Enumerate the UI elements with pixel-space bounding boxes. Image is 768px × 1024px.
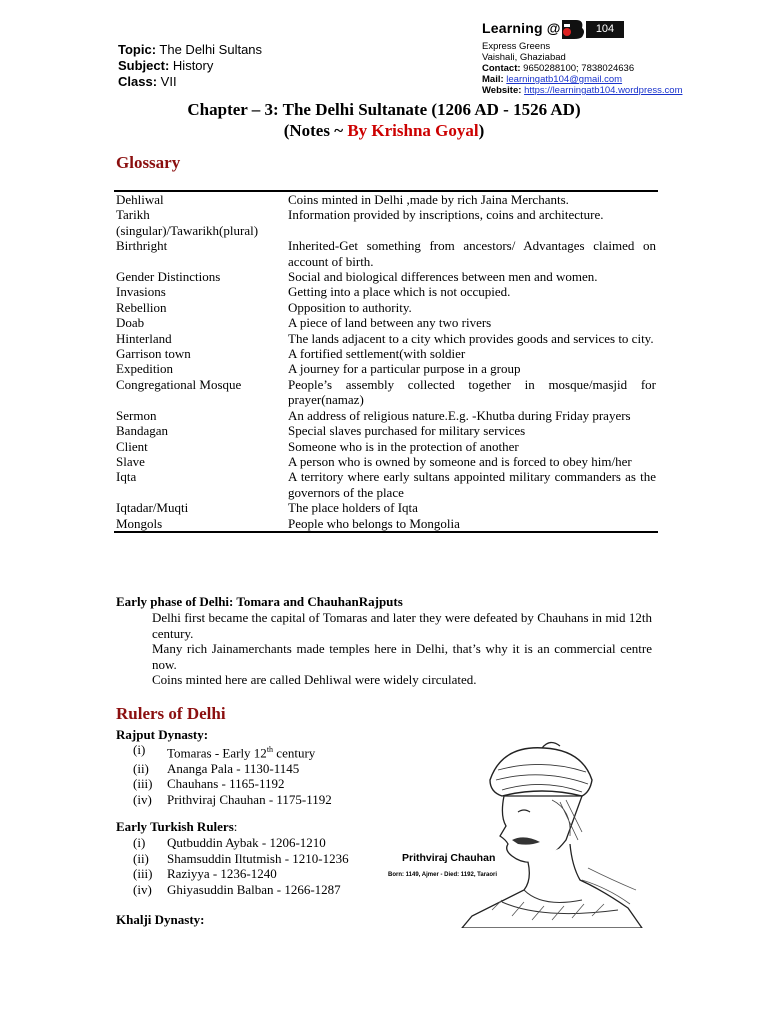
early-phase-para-1: Delhi first became the capital of Tomaras and later they were defeated by Chauhans in mid 12th century. (152, 610, 652, 641)
glossary-definition: The lands adjacent to a city which provides goods and services to city. (288, 330, 654, 346)
ruler-number: (i) (133, 835, 146, 850)
glossary-row (114, 454, 658, 469)
glossary-row (114, 439, 658, 454)
ruler-number: (iv) (133, 791, 152, 807)
prithviraj-portrait (388, 740, 652, 928)
ruler-item (133, 851, 349, 867)
glossary-definition: Inherited-Get something from ancestors/ Advantages claimed on account of birth. (288, 238, 656, 269)
glossary-term: Gender Distinctions (116, 269, 221, 285)
ruler-number: (iii) (133, 866, 153, 881)
glossary-row (114, 269, 658, 284)
glossary-term: Doab (116, 315, 145, 331)
mail-label: Mail: (482, 74, 504, 85)
document-meta (118, 42, 262, 90)
ruler-text (167, 866, 277, 882)
glossary-term: Mongols (116, 515, 163, 531)
glossary-row (114, 192, 658, 207)
ruler-number: (iv) (133, 881, 152, 897)
brand-logo-icon (558, 18, 588, 40)
brand-line-1: Express Greens (482, 41, 551, 52)
ruler-suffix: century (273, 745, 316, 761)
glossary-definition: The place holders of Iqta (288, 500, 418, 516)
glossary-definition: A fortified settlement(with soldier (288, 346, 466, 362)
ruler-name: Prithviraj Chauhan - 1175-1192 (167, 791, 332, 807)
glossary-definition: A territory where early sultans appointed military commanders as the governors of the place (288, 469, 656, 500)
portrait-caption: Born: 1149, Ajmer - Died: 1192, Taraori (388, 872, 498, 878)
glossary-row (114, 346, 658, 361)
turkish-list (133, 835, 349, 897)
glossary-definition: A person who is owned by someone and is forced to obey him/her (288, 453, 632, 469)
glossary-row (114, 408, 658, 423)
glossary-row (114, 423, 658, 438)
glossary-heading: Glossary (116, 153, 181, 172)
ruler-item (133, 742, 332, 761)
rajput-heading: Rajput Dynasty: (116, 727, 209, 742)
ruler-name: Raziyya - 1236-1240 (167, 866, 277, 881)
ruler-text (167, 742, 315, 761)
ruler-name: Qutbuddin Aybak - 1206-1210 (167, 835, 326, 850)
glossary-term: Sermon (116, 407, 157, 423)
ruler-item (133, 761, 332, 777)
rajput-list (133, 742, 332, 807)
topic-value: The Delhi Sultans (159, 42, 263, 57)
ruler-name: Tomaras - Early 12 (167, 745, 267, 761)
glossary-definition: A piece of land between any two rivers (288, 315, 492, 331)
glossary-term: Rebellion (116, 299, 167, 315)
ruler-text (167, 835, 326, 851)
glossary-row (114, 207, 658, 238)
turkish-colon: : (233, 819, 238, 834)
ruler-name: Shamsuddin Iltutmish - 1210-1236 (167, 850, 349, 866)
glossary-row (114, 238, 658, 269)
glossary-definition: Special slaves purchased for military services (288, 423, 526, 439)
glossary-definition: People who belongs to Mongolia (288, 515, 460, 531)
glossary-term: Client (116, 438, 148, 454)
glossary-definition: Coins minted in Delhi ,made by rich Jaina Merchants. (288, 192, 569, 207)
glossary-term: Iqtadar/Muqti (116, 500, 189, 516)
website-link[interactable]: https://learningatb104.wordpress.com (524, 85, 683, 96)
early-phase-para-2: Many rich Jainamerchants made temples here in Delhi, that’s why it is an commercial centre now. (152, 641, 652, 672)
ruler-text (167, 851, 349, 867)
glossary-term: Expedition (116, 361, 174, 377)
ruler-item (133, 866, 349, 882)
topic-label: Topic: (118, 42, 157, 57)
early-phase-heading: Early phase of Delhi: Tomara and ChauhanRajputs (116, 594, 403, 609)
rulers-heading: Rulers of Delhi (116, 704, 226, 723)
ruler-superscript: th (266, 745, 274, 754)
glossary-term: Congregational Mosque (116, 376, 242, 392)
glossary-row (114, 284, 658, 299)
brand-header (482, 20, 683, 96)
ruler-text (167, 761, 299, 777)
portrait-name: Prithviraj Chauhan (402, 852, 496, 864)
ruler-number: (ii) (133, 850, 149, 866)
notes-prefix: (Notes ~ (283, 121, 348, 140)
subject-label: Subject: (118, 58, 170, 73)
ruler-item (133, 835, 349, 851)
glossary-definition: Getting into a place which is not occupied. (288, 284, 511, 300)
ruler-name: Chauhans - 1165-1192 (167, 776, 285, 792)
ruler-item (133, 882, 349, 898)
glossary-row (114, 377, 658, 408)
glossary-definition: A journey for a particular purpose in a group (288, 361, 521, 377)
contact-label: Contact: (482, 63, 521, 74)
glossary-table (114, 190, 658, 533)
chapter-notes (0, 121, 768, 141)
glossary-term: Hinterland (116, 330, 172, 346)
brand-line-2: Vaishali, Ghaziabad (482, 52, 566, 63)
brand-box: 104 (586, 21, 624, 38)
glossary-definition: Opposition to authority. (288, 299, 412, 315)
website-label: Website: (482, 85, 522, 96)
subject-value: History (172, 58, 214, 73)
ruler-item (133, 776, 332, 792)
ruler-number: (iii) (133, 776, 153, 792)
glossary-term: Dehliwal (116, 192, 164, 207)
glossary-term: Iqta (116, 469, 137, 485)
glossary-term: Slave (116, 453, 145, 469)
ruler-name: Ananga Pala - 1130-1145 (167, 760, 300, 776)
ruler-text (167, 792, 332, 808)
glossary-definition: An address of religious nature.E.g. -Khutba during Friday prayers (288, 407, 631, 423)
glossary-term: Garrison town (116, 346, 191, 362)
glossary-term: Invasions (116, 284, 166, 300)
glossary-term: Birthright (116, 238, 168, 254)
ruler-number: (ii) (133, 760, 149, 776)
glossary-term: Bandagan (116, 423, 168, 439)
mail-link[interactable]: learningatb104@gmail.com (506, 74, 623, 85)
early-phase-para-3: Coins minted here are called Dehliwal were widely circulated. (152, 672, 477, 687)
glossary-row (114, 500, 658, 515)
ruler-number: (i) (133, 742, 146, 757)
glossary-row (114, 300, 658, 315)
ruler-text (167, 882, 341, 898)
ruler-text (167, 776, 284, 792)
glossary-row (114, 315, 658, 330)
glossary-definition: Social and biological differences between men and women. (288, 269, 598, 285)
glossary-definition: Information provided by inscriptions, coins and architecture. (288, 207, 604, 223)
glossary-definition: Someone who is in the protection of another (288, 438, 519, 454)
notes-suffix: ) (478, 121, 485, 140)
contact-value: 9650288100; 7838024636 (523, 63, 635, 74)
glossary-row (114, 331, 658, 346)
glossary-definition: People’s assembly collected together in mosque/masjid for prayer(namaz) (288, 376, 656, 408)
class-label: Class: (118, 74, 158, 89)
glossary-term: Tarikh (singular)/Tawarikh(plural) (116, 207, 259, 238)
ruler-item (133, 792, 332, 808)
chapter-title: Chapter – 3: The Delhi Sultanate (1206 AD - 1526 AD) (187, 100, 581, 119)
turkish-heading: Early Turkish Rulers (116, 819, 234, 834)
khalji-heading: Khalji Dynasty: (116, 912, 205, 927)
brand-title: Learning @ (482, 20, 561, 36)
ruler-name: Ghiyasuddin Balban - 1266-1287 (167, 881, 341, 897)
class-value: VII (160, 74, 177, 89)
glossary-row (114, 469, 658, 500)
notes-author: By Krishna Goyal (347, 121, 479, 140)
turkish-heading-wrap (116, 819, 237, 835)
portrait-illustration (432, 740, 652, 928)
glossary-row (114, 516, 658, 531)
glossary-row (114, 361, 658, 376)
